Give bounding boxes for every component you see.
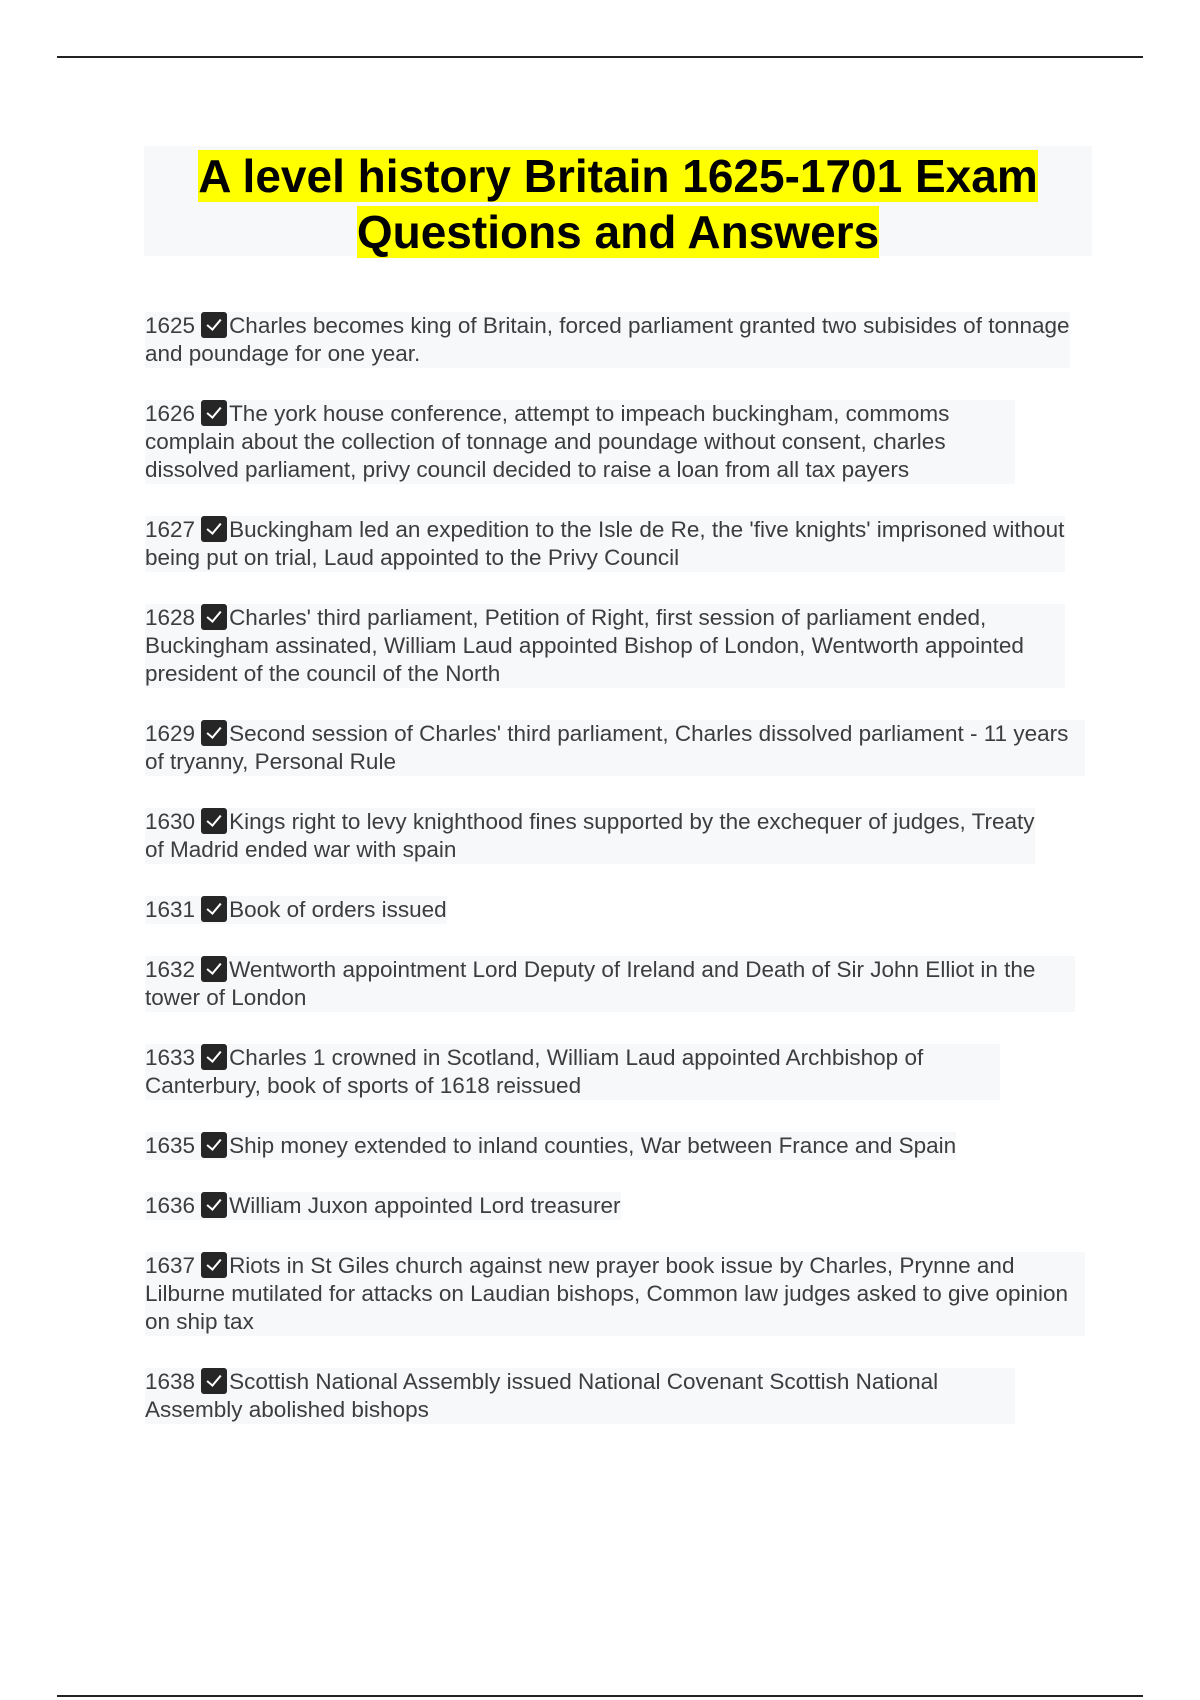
top-rule <box>57 56 1143 58</box>
checkmark-icon <box>201 896 227 922</box>
entry-1633 <box>145 1044 1000 1100</box>
entry-1631 <box>145 896 447 924</box>
entry-year: 1636 <box>145 1193 196 1218</box>
checkmark-icon <box>201 808 227 834</box>
entry-1635 <box>145 1132 956 1160</box>
entry-1632 <box>145 956 1075 1012</box>
entry-year: 1629 <box>145 721 196 746</box>
checkmark-icon <box>201 1044 227 1070</box>
entry-1625 <box>145 312 1070 368</box>
entry-1629 <box>145 720 1085 776</box>
entry-text: Charles becomes king of Britain, forced parliament granted two subisides of tonnage and poundage for one year. <box>145 313 1070 366</box>
entry-text: Second session of Charles' third parliament, Charles dissolved parliament - 11 years of tryanny, Personal Rule <box>145 721 1069 774</box>
checkmark-icon <box>201 956 227 982</box>
entry-text: Book of orders issued <box>229 897 447 922</box>
checkmark-icon <box>201 312 227 338</box>
entry-year: 1625 <box>145 313 196 338</box>
entry-1628 <box>145 604 1065 688</box>
entry-1636 <box>145 1192 621 1220</box>
document-title-text: A level history Britain 1625-1701 Exam Questions and Answers <box>198 150 1038 258</box>
checkmark-icon <box>201 1368 227 1394</box>
entry-year: 1637 <box>145 1253 196 1278</box>
entry-text: Kings right to levy knighthood fines supported by the exchequer of judges, Treaty of Madrid ended war with spain <box>145 809 1035 862</box>
entry-text: Scottish National Assembly issued National Covenant Scottish National Assembly abolished bishops <box>145 1369 939 1422</box>
entry-text: Charles' third parliament, Petition of Right, first session of parliament ended, Buckingham assinated, William Laud appointed Bishop of London, Wentworth appointed president of the council of the North <box>145 605 1024 686</box>
checkmark-icon <box>201 604 227 630</box>
entry-text: William Juxon appointed Lord treasurer <box>229 1193 621 1218</box>
title-block <box>144 146 1092 256</box>
entry-1630 <box>145 808 1035 864</box>
checkmark-icon <box>201 516 227 542</box>
entry-year: 1631 <box>145 897 196 922</box>
entry-text: Wentworth appointment Lord Deputy of Ireland and Death of Sir John Elliot in the tower of London <box>145 957 1036 1010</box>
entry-1637 <box>145 1252 1085 1336</box>
entry-year: 1630 <box>145 809 196 834</box>
checkmark-icon <box>201 1192 227 1218</box>
entry-text: Ship money extended to inland counties, War between France and Spain <box>229 1133 957 1158</box>
bottom-rule <box>57 1695 1143 1697</box>
entry-year: 1626 <box>145 401 196 426</box>
entry-text: The york house conference, attempt to impeach buckingham, commoms complain about the collection of tonnage and poundage without consent, charles dissolved parliament, privy council decided to raise a loan from all tax payers <box>145 401 950 482</box>
entry-year: 1638 <box>145 1369 196 1394</box>
entry-1627 <box>145 516 1065 572</box>
checkmark-icon <box>201 400 227 426</box>
checkmark-icon <box>201 1252 227 1278</box>
checkmark-icon <box>201 720 227 746</box>
entry-year: 1627 <box>145 517 196 542</box>
entry-text: Buckingham led an expedition to the Isle de Re, the 'five knights' imprisoned without being put on trial, Laud appointed to the Privy Council <box>145 517 1065 570</box>
entry-1626 <box>145 400 1015 484</box>
entry-year: 1633 <box>145 1045 196 1070</box>
entry-1638 <box>145 1368 1015 1424</box>
document-title <box>144 146 1092 260</box>
entry-text: Charles 1 crowned in Scotland, William Laud appointed Archbishop of Canterbury, book of sports of 1618 reissued <box>145 1045 924 1098</box>
entry-year: 1628 <box>145 605 196 630</box>
checkmark-icon <box>201 1132 227 1158</box>
entry-year: 1635 <box>145 1133 196 1158</box>
entry-text: Riots in St Giles church against new prayer book issue by Charles, Prynne and Lilburne mutilated for attacks on Laudian bishops, Common law judges asked to give opinion on ship tax <box>145 1253 1069 1334</box>
entry-year: 1632 <box>145 957 196 982</box>
